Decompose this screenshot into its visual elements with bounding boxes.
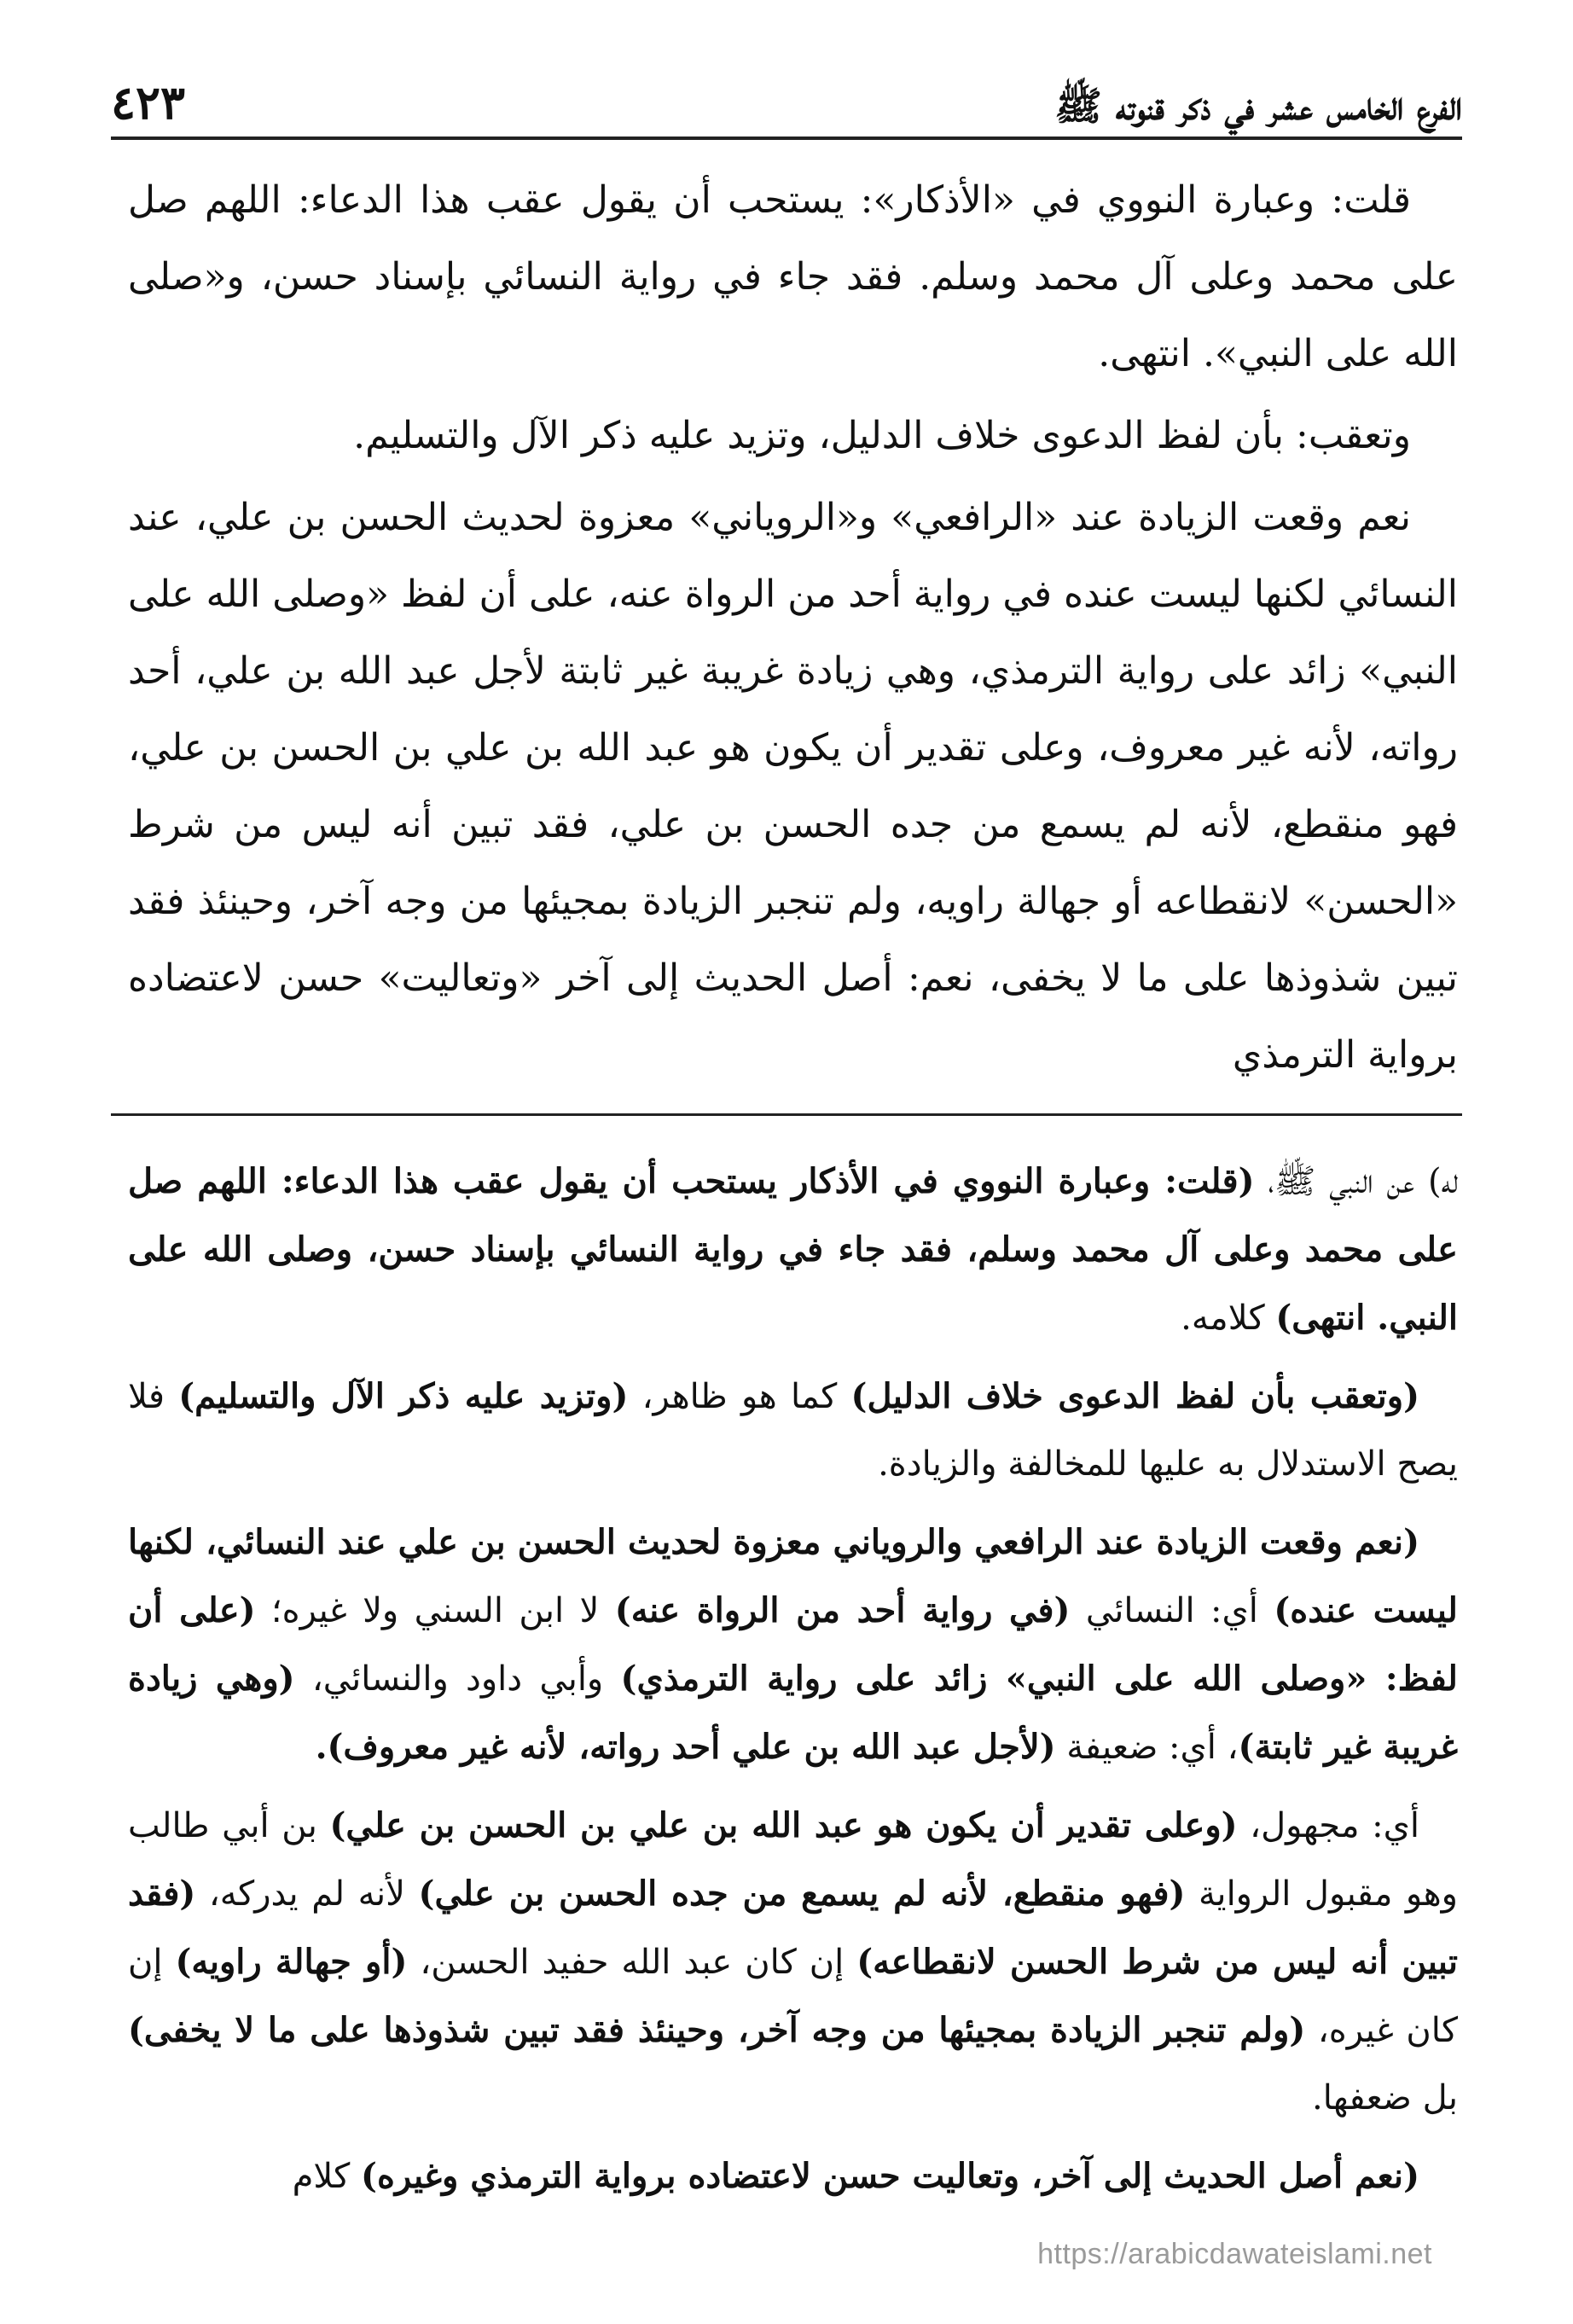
footnote-divider bbox=[111, 1113, 1462, 1116]
commentary-text: أي: النسائي bbox=[1070, 1591, 1274, 1630]
commentary-text: إن كان عبد الله حفيد الحسن، bbox=[407, 1943, 857, 1982]
commentary-paragraph bbox=[128, 1362, 1458, 1498]
commentary-text: بل ضعفها. bbox=[1312, 2078, 1458, 2118]
commentary-text: أي: مجهول، bbox=[1237, 1806, 1419, 1845]
main-paragraph: نعم وقعت الزيادة عند «الرافعي» و«الروياني» معزوة لحديث الحسن بن علي، عند النسائي لكنها ليست عنده في رواية أحد من الرواة عنه، على أن لفظ «وصلى الله على النبي» زائد على رواية الترمذي، وهي زيادة غريبة غير ثابتة لأجل عبد الله بن علي، أحد رواته، لأنه غير معروف، وعلى تقدير أن يكون هو عبد الله بن علي بن الحسن بن علي، فهو منقطع، لأنه لم يسمع من جده الحسن بن علي، فقد تبين أنه ليس من شرط «الحسن» لانقطاعه أو جهالة راويه، ولم تنجبر الزيادة بمجيئها من وجه آخر، وحينئذ فقد تبين شذوذها على ما لا يخفى، نعم: أصل الحديث إلى آخر «وتعاليت» حسن لاعتضاده برواية الترمذي bbox=[128, 496, 1458, 1077]
commentary-text: فلا يصح الاستدلال به عليها للمخالفة والزيادة. bbox=[128, 1377, 1458, 1484]
commentary-quote: (فقد تبين أنه ليس من شرط الحسن لانقطاعه) bbox=[128, 1874, 1458, 1982]
commentary-text: كلام bbox=[292, 2157, 362, 2196]
commentary-text: كلامه. bbox=[1181, 1299, 1276, 1338]
commentary-text: بن أبي طالب وهو مقبول الرواية bbox=[128, 1806, 1458, 1914]
watermark-url: https://arabicdawateislami.net bbox=[1037, 2238, 1432, 2270]
main-paragraph: قلت: وعبارة النووي في «الأذكار»: يستحب أن يقول عقب هذا الدعاء: اللهم صل على محمد وعلى آل محمد وسلم. فقد جاء في رواية النسائي بإسناد حسن، و«صلى الله على النبي». انتهى. bbox=[128, 178, 1458, 375]
commentary-quote: (أو جهالة راويه) bbox=[175, 1942, 408, 1982]
commentary-quote: (نعم أصل الحديث إلى آخر، وتعاليت حسن لاعتضاده برواية الترمذي وغيره) bbox=[361, 2156, 1419, 2196]
commentary-quote: (في رواية أحد من الرواة عنه) bbox=[614, 1590, 1071, 1630]
commentary-text: إن كان غيره، bbox=[128, 1943, 1458, 2050]
commentary-quote: (وهي زيادة غريبة غير ثابتة) bbox=[128, 1659, 1458, 1767]
commentary bbox=[128, 1147, 1458, 2221]
commentary-text: لأنه لم يدركه، bbox=[195, 1874, 419, 1914]
main-paragraph: وتعقب: بأن لفظ الدعوى خلاف الدليل، وتزيد عليه ذكر الآل والتسليم. bbox=[353, 414, 1411, 457]
commentary-paragraph bbox=[128, 2142, 1458, 2211]
commentary-text: ، أي: ضعيفة bbox=[1055, 1728, 1239, 1767]
commentary-quote: (وتعقب بأن لفظ الدعوى خلاف الدليل) bbox=[850, 1376, 1420, 1416]
commentary-paragraph bbox=[128, 1508, 1458, 1781]
commentary-text: لا ابن السني ولا غيره؛ bbox=[255, 1591, 615, 1630]
commentary-quote: (فهو منقطع، لأنه لم يسمع من جده الحسن بن علي) bbox=[418, 1874, 1186, 1914]
commentary-text: له) عن النبي ﷺ، bbox=[1254, 1162, 1458, 1201]
main-text bbox=[128, 162, 1458, 1099]
commentary-quote: (نعم وقعت الزيادة عند الرافعي والروياني معزوة لحديث الحسن بن علي عند النسائي، لكنها ليست عنده) bbox=[128, 1522, 1458, 1630]
commentary-paragraph bbox=[128, 1792, 1458, 2132]
running-head bbox=[111, 60, 1462, 128]
commentary-quote: (ولم تنجبر الزيادة بمجيئها من وجه آخر، وحينئذ فقد تبين شذوذها على ما لا يخفى) bbox=[128, 2010, 1306, 2050]
commentary-quote: (لأجل عبد الله بن علي أحد رواته، لأنه غير معروف). bbox=[315, 1727, 1056, 1767]
page-number: ٤٢٣ bbox=[111, 74, 186, 130]
commentary-paragraph bbox=[128, 1147, 1458, 1352]
commentary-quote: (وتزيد عليه ذكر الآل والتسليم) bbox=[178, 1376, 629, 1416]
commentary-text: كما هو ظاهر، bbox=[628, 1377, 851, 1416]
commentary-quote: (على أن لفظ: «وصلى الله على النبي» زائد على رواية الترمذي) bbox=[128, 1590, 1458, 1699]
header-rule bbox=[111, 137, 1462, 140]
running-title: الفرع الخامس عشر في ذكر قنوته ﷺ bbox=[1054, 83, 1462, 130]
commentary-text: وأبي داود والنسائي، bbox=[294, 1659, 621, 1699]
commentary-quote: (وعلى تقدير أن يكون هو عبد الله بن علي بن الحسن بن علي) bbox=[329, 1805, 1238, 1845]
commentary-quote: (قلت: وعبارة النووي في الأذكار يستحب أن يقول عقب هذا الدعاء: اللهم صل على محمد وعلى آل محمد وسلم، فقد جاء في رواية النسائي بإسناد حسن، وصلى الله على النبي. انتهى) bbox=[128, 1161, 1458, 1338]
